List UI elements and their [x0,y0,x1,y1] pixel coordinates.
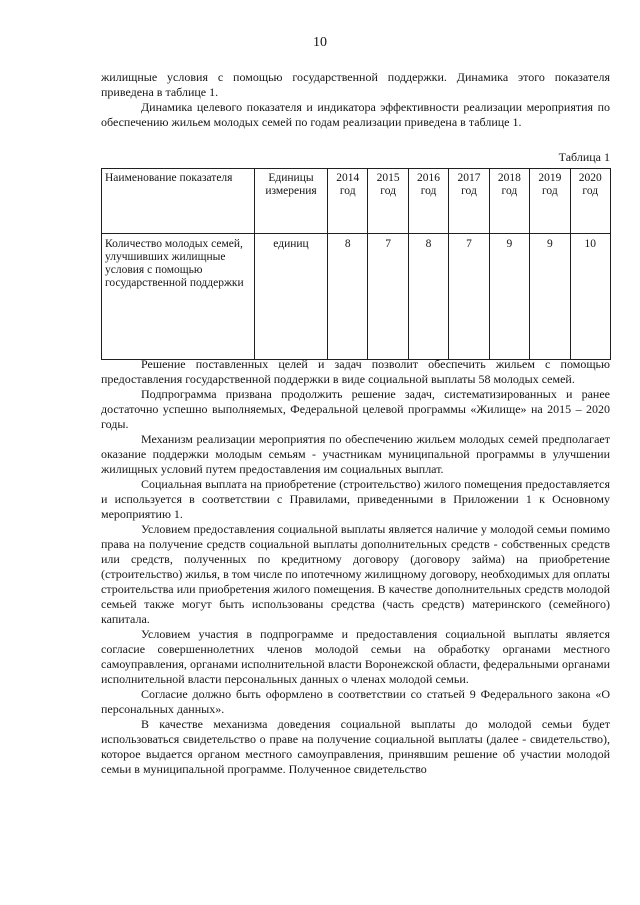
row-value: 9 [530,234,570,360]
body-paragraph: Согласие должно быть оформлено в соответствии со статьей 9 Федерального закона «О персональных данных». [101,687,610,716]
row-value: 7 [368,234,408,360]
header-unit: Единицы измерения [255,169,328,234]
indicator-table [101,168,611,360]
body-paragraph: В качестве механизма доведения социальной выплаты до молодой семьи будет использоваться свидетельство о праве на получение социальной выплаты (далее - свидетельство), которое выдается органом местного самоуправления, принявшим решение об участии молодой семьи в муниципальной программе. Полученное свидетельство [101,717,610,776]
body-paragraph: Подпрограмма призвана продолжить решение задач, систематизированных и ранее достаточно успешно выполняемых, Федеральной целевой программы «Жилище» на 2015 – 2020 годы. [101,387,610,431]
header-year: 2020 год [570,169,610,234]
page-number: 10 [313,35,327,50]
table-header-row [102,169,611,234]
row-unit: единиц [255,234,328,360]
header-year: 2015 год [368,169,408,234]
intro-paragraph: Динамика целевого показателя и индикатора эффективности реализации мероприятия по обеспечению жильем молодых семей по годам реализации приведена в таблице 1. [101,100,610,129]
table-row [102,234,611,360]
row-value: 8 [328,234,368,360]
row-value: 8 [408,234,448,360]
body-paragraph: Решение поставленных целей и задач позволит обеспечить жильем с помощью предоставления государственной поддержки в виде социальной выплаты 58 молодых семей. [101,357,610,386]
header-year: 2014 год [328,169,368,234]
body-paragraph: Условием участия в подпрограмме и предоставления социальной выплаты является согласие совершеннолетних членов молодой семьи на обработку органами местного самоуправления, органами исполнительной власти Воронежской области, федеральными органами исполнительной власти персональных данных о членах молодой семьи. [101,627,610,686]
header-indicator-name: Наименование показателя [102,169,255,234]
body-paragraph: Условием предоставления социальной выплаты является наличие у молодой семьи помимо права на получение средств социальной выплаты дополнительных средств - собственных средств или средств, полученных по кредитному договору (договору займа) на приобретение (строительство) жилья, в том числе по ипотечному жилищному договору, необходимых для оплаты строительства или приобретения жилого помещения. В качестве дополнительных средств молодой семьей также могут быть использованы средства (часть средств) материнского (семейного) капитала. [101,522,610,626]
row-indicator-name: Количество молодых семей, улучшивших жилищные условия с помощью государственной поддержки [102,234,255,360]
body-paragraph: Социальная выплата на приобретение (строительство) жилого помещения предоставляется и используется в соответствии с Правилами, приведенными в Приложении 1 к Основному мероприятию 1. [101,477,610,521]
header-year: 2017 год [449,169,489,234]
intro-paragraph: жилищные условия с помощью государственной поддержки. Динамика этого показателя приведена в таблице 1. [101,70,610,99]
row-value: 7 [449,234,489,360]
row-value: 9 [489,234,529,360]
body-paragraph: Механизм реализации мероприятия по обеспечению жильем молодых семей предполагает оказание поддержки молодым семьям - участникам муниципальной программы в улучшении жилищных условий путем предоставления им социальных выплат. [101,432,610,476]
table-caption: Таблица 1 [558,150,610,164]
body-text [101,357,610,777]
header-year: 2019 год [530,169,570,234]
intro-block [101,70,610,130]
row-value: 10 [570,234,610,360]
header-year: 2018 год [489,169,529,234]
header-year: 2016 год [408,169,448,234]
